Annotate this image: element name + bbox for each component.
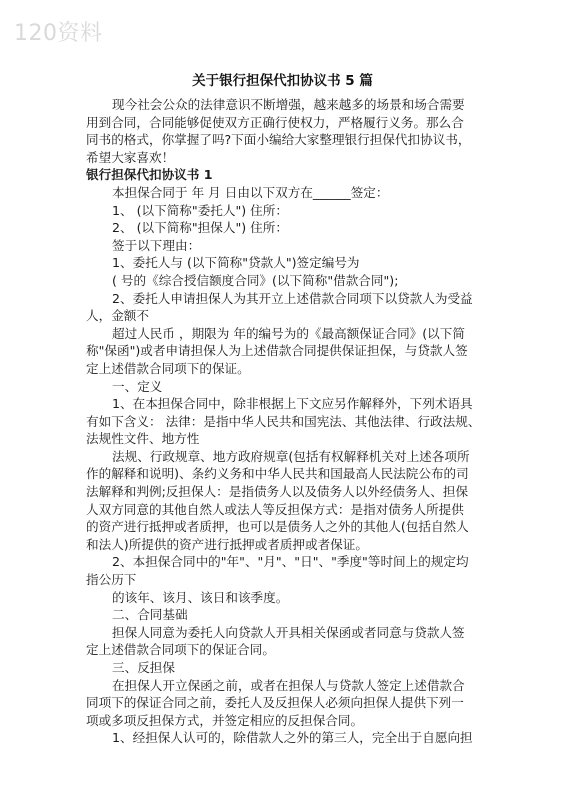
section-heading: 银行担保代扣协议书 1	[86, 167, 213, 183]
body-text-line: 法规性文件、地方性	[86, 431, 200, 447]
body-text-line: 同书的格式，你掌握了吗?下面小编给大家整理银行担保代扣协议书，	[86, 132, 471, 148]
body-text-line: 希望大家喜欢！	[86, 149, 175, 165]
body-text-line: ( 号的《综合授信额度合同》(以下简称"借款合同");	[112, 272, 399, 288]
body-text-line: 签于以下理由：	[112, 237, 201, 253]
body-text-line: 用到合同，合同能够促使双方正确行使权力，严格履行义务。那么合	[86, 114, 464, 130]
body-text-line: 定上述借款合同项下的保证。	[86, 360, 250, 376]
body-text-line: 和法人)所提供的资产进行抵押或者质押或者保证。	[86, 536, 368, 552]
body-text-line: 有如下含义： 法律：是指中华人民共和国宪法、其他法律、行政法规、	[86, 413, 481, 429]
body-text-line: 称"保函")或者申请担保人为上述借款合同提供保证担保，与贷款人签	[86, 343, 468, 359]
body-text-line: 超过人民币 ，期限为 年的编号为的《最高额保证合同》(以下简	[112, 325, 465, 341]
document-title: 关于银行担保代扣协议书 5 篇	[192, 73, 373, 89]
body-text-line: 作的解释和说明)、条约义务和中华人民共和国最高人民法院公布的司	[86, 466, 469, 482]
body-text-line: 人，金额不	[86, 308, 149, 324]
body-text-line: 现今社会公众的法律意识不断增强，越来越多的场景和场合需要	[112, 97, 465, 112]
body-text-line: 法解释和判例;反担保人：是指债务人以及债务人以外经债务人、担保	[86, 484, 469, 500]
body-text-line: 二、合同基础	[112, 607, 188, 623]
body-text-line: 2、委托人申请担保人为其开立上述借款合同项下以贷款人为受益	[112, 290, 473, 306]
body-text-line: 一、定义	[112, 378, 163, 394]
body-text-line: 人双方同意的其他自然人或法人等反担保方式：是指对债务人所提供	[86, 501, 464, 517]
body-text-line: 2、 (以下简称"担保人") 住所：	[112, 220, 288, 236]
body-text-line: 的该年、该月、该日和该季度。	[112, 589, 289, 605]
body-text-line: 指公历下	[86, 572, 137, 588]
body-text-line: 2、本担保合同中的"年"、"月"、"日"、"季度"等时间上的规定均	[112, 554, 469, 570]
body-text-line: 1、经担保人认可的，除借款人之外的第三人，完全出于自愿向担	[112, 730, 473, 746]
body-text-line: 1、委托人与 (以下简称"贷款人")签定编号为	[112, 255, 360, 271]
watermark-logo: 120资料	[14, 21, 103, 46]
body-text-line: 在担保人开立保函之前，或者在担保人与贷款人签定上述借款合	[112, 677, 465, 693]
body-text-line: 三、反担保	[112, 660, 175, 675]
body-text-line: 担保人同意为委托人向贷款人开具相关保函或者同意与贷款人签	[112, 624, 465, 640]
body-text-line: 1、在本担保合同中，除非根据上下文应另作解释外，下列术语具	[112, 396, 473, 412]
body-text-line: 法规、行政规章、地方政府规章(包括有权解释机关对上述各项所	[112, 448, 470, 464]
document-body	[86, 96, 486, 747]
body-text-line: 同项下的保证合同之前，委托人及反担保人必须向担保人提供下列一	[86, 695, 464, 711]
body-text-line: 本担保合同于 年 月 日由以下双方在______签定：	[112, 184, 389, 200]
body-text-line: 定上述借款合同项下的保证合同。	[86, 642, 275, 658]
body-text-line: 1、 (以下简称"委托人") 住所：	[112, 202, 288, 218]
body-text-line: 的资产进行抵押或者质押，也可以是债务人之外的其他人(包括自然人	[86, 519, 469, 535]
body-text-line: 项或多项反担保方式，并签定相应的反担保合同。	[86, 712, 364, 728]
